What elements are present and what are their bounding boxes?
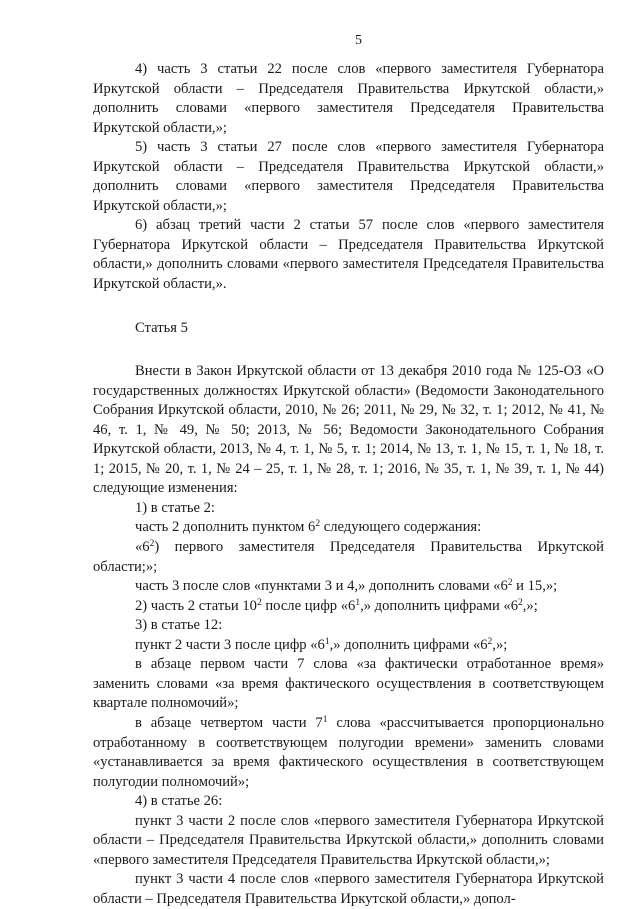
amendment-item-4b: пункт 3 части 4 после слов «первого заместителя Губернатора Иркутской области – Председателя Правительства Иркутской области,» допол- xyxy=(93,871,604,907)
superscript: 2 xyxy=(256,597,262,608)
article-intro: Внести в Закон Иркутской области от 13 декабря 2010 года № 125-ОЗ «О государственных должностях Иркутской области» (Ведомости Законодательного Собрания Иркутской области, 2010, № 26; 2011, № 29, № 32, т. 1; 2012, № 41, № 46, т. 1, № 49, № 50; 2013, № 56; Ведомости Законодательного Собрания Иркутской области, 2013, № 4, т. 1, № 5, т. 1; 2014, № 13, т. 1, № 15, т. 1, № 18, т. 1; 2015, № 20, т. 1, № 24 – 25, т. 1, № 28, т. 1; 2016, № 35, т. 1, № 39, т. 1, № 44) следующие изменения: xyxy=(93,363,604,497)
text-segment: в абзаце четвертом части 7 xyxy=(135,714,323,731)
text-segment: часть 2 дополнить пунктом 6 xyxy=(135,519,316,536)
amendment-item-4: 4) в статье 26: xyxy=(135,793,223,810)
superscript: 2 xyxy=(487,636,493,647)
paragraph-item-6: 6) абзац третий части 2 статьи 57 после слов «первого заместителя Губернатора Иркутской области – Председателя Правительства Иркутской области,» дополнить словами «первого заместителя Председателя Правительства Иркутской области,». xyxy=(93,217,604,293)
amendment-item-2 xyxy=(93,597,604,617)
text-segment: после цифр «6 xyxy=(261,597,356,614)
article-heading: Статья 5 xyxy=(135,319,188,336)
text-segment: часть 3 после слов «пунктами 3 и 4,» дополнить словами «6 xyxy=(135,578,508,595)
amendment-item-1b xyxy=(93,538,604,577)
amendment-item-4a: пункт 3 части 2 после слов «первого заместителя Губернатора Иркутской области – Председателя Правительства Иркутской области,» дополнить словами «первого заместителя Председателя Правительства Иркутской области,»; xyxy=(93,812,604,868)
superscript: 1 xyxy=(324,636,330,647)
amendment-item-3a xyxy=(93,636,604,656)
superscript: 2 xyxy=(507,578,513,589)
text-segment: и 15,»; xyxy=(512,578,558,595)
amendment-item-1a xyxy=(93,518,604,538)
amendment-item-1c xyxy=(93,577,604,597)
text-segment: ,» дополнить цифрами «6 xyxy=(360,597,519,614)
text-segment: ,» дополнить цифрами «6 xyxy=(329,636,488,653)
superscript: 2 xyxy=(518,597,523,608)
text-segment: 2) часть 2 статьи 10 xyxy=(135,597,257,614)
paragraph-item-4: 4) часть 3 статьи 22 после слов «первого заместителя Губернатора Иркутской области – Председателя Правительства Иркутской области,» дополнить словами «первого заместителя Председателя Правительства Иркутской области,»; xyxy=(93,61,604,136)
text-segment: пункт 2 части 3 после цифр «6 xyxy=(135,636,325,653)
superscript: 2 xyxy=(149,539,155,550)
superscript: 1 xyxy=(322,714,328,725)
text-segment: «6 xyxy=(135,539,150,556)
superscript: 1 xyxy=(355,597,361,608)
text-segment: следующего содержания: xyxy=(320,519,482,536)
amendment-item-3c xyxy=(93,714,604,792)
paragraph-item-5: 5) часть 3 статьи 27 после слов «первого заместителя Губернатора Иркутской области – Председателя Правительства Иркутской области,» дополнить словами «первого заместителя Председателя Правительства Иркутской области,»; xyxy=(93,139,604,214)
amendment-item-3b: в абзаце первом части 7 слова «за фактически отработанное время» заменить словами «за время фактического осуществления в соответствующем квартале полномочий»; xyxy=(93,656,604,712)
amendment-item-3: 3) в статье 12: xyxy=(135,617,223,634)
page-number: 5 xyxy=(355,33,362,48)
superscript: 2 xyxy=(315,519,321,530)
text-segment: слова «рассчитывается пропорционально отработанному в соответствующем полугодии времени» заменить словами «устанавливается за время фактического осуществления в соответствующем полугодии полномочий»; xyxy=(93,714,605,790)
text-segment: ) первого заместителя Председателя Правительства Иркутской области;»; xyxy=(93,539,604,575)
text-segment: ,»; xyxy=(522,597,538,614)
amendment-item-1: 1) в статье 2: xyxy=(135,499,215,516)
text-segment: ,»; xyxy=(492,636,508,653)
